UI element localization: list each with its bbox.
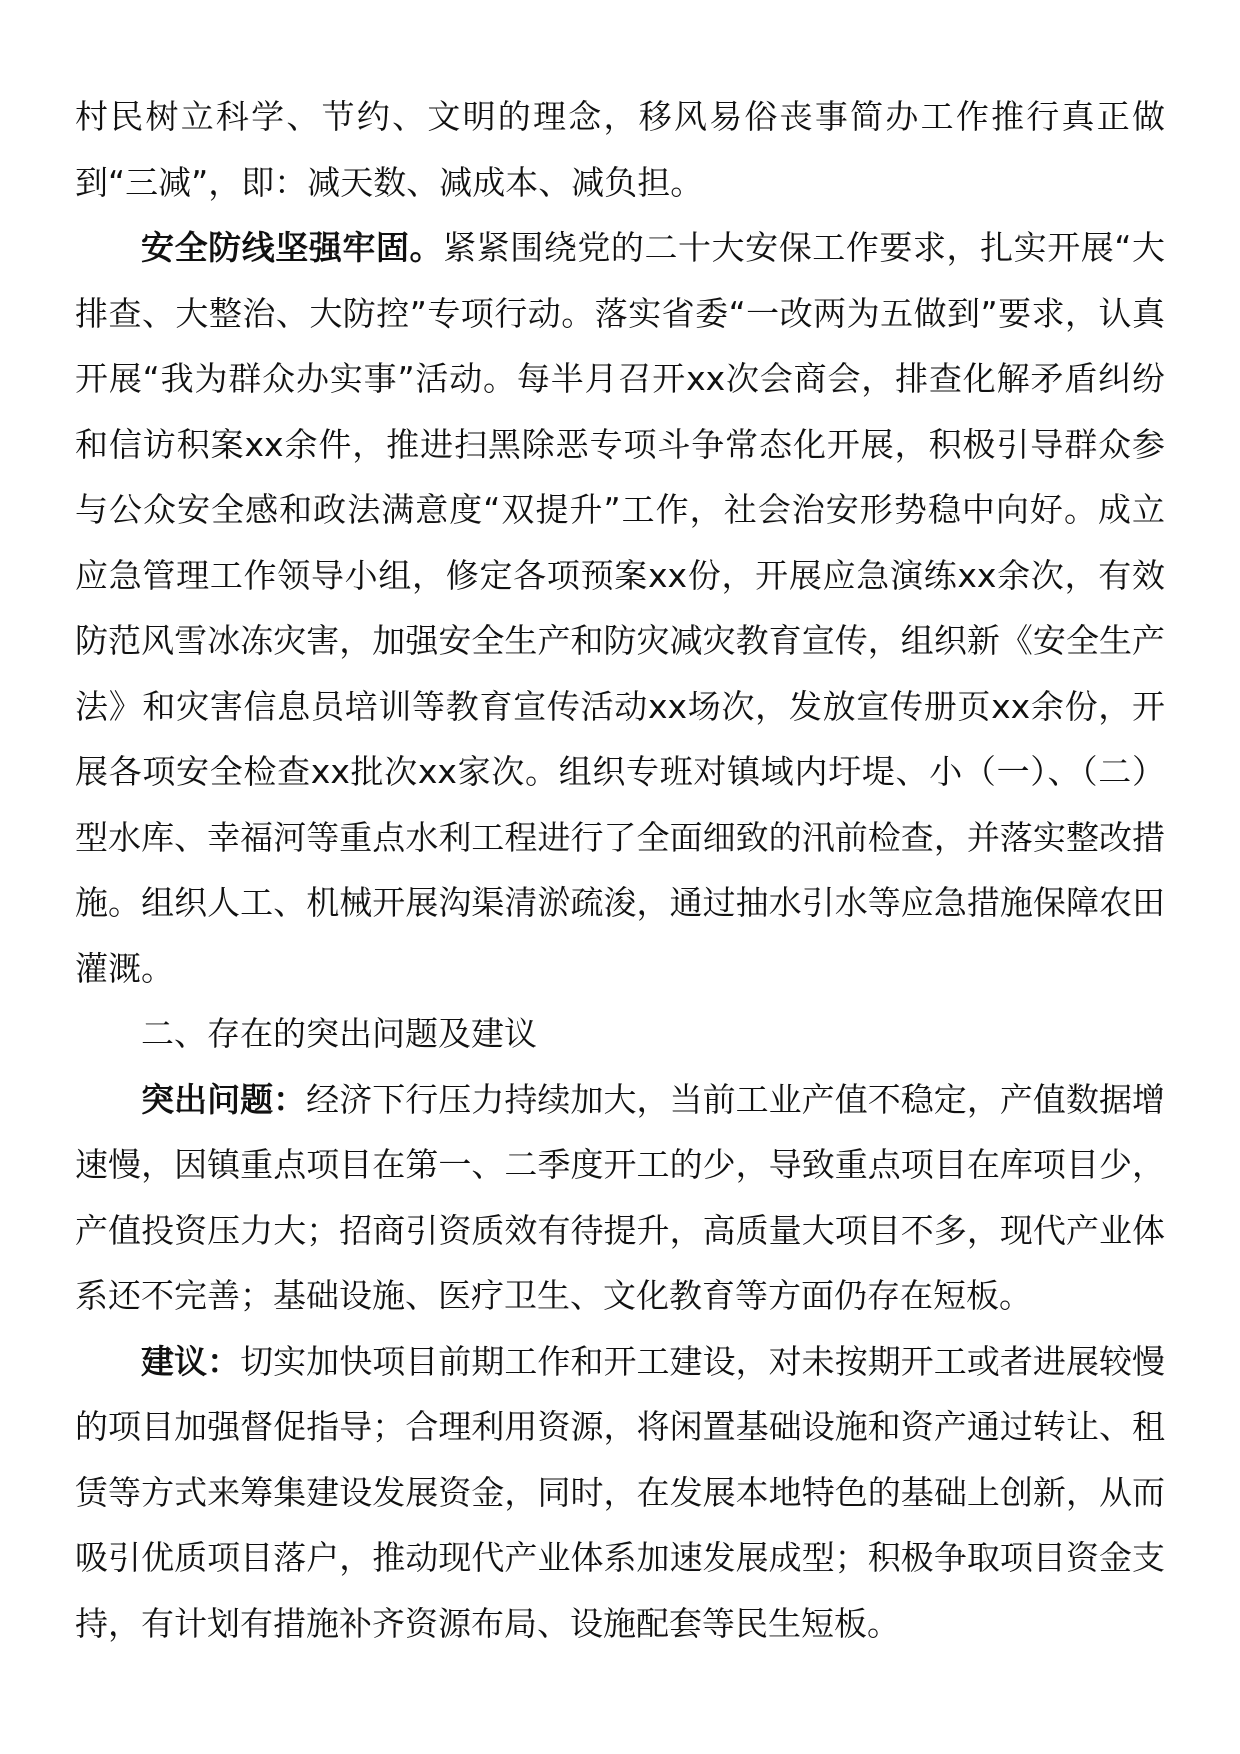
paragraph-text: 切实加快项目前期工作和开工建设，对未按期开工或者进展较慢的项目加强督促指导；合理利用资源，将闲置基础设施和资产通过转让、租赁等方式来筹集建设发展资金，同时，在发展本地特色的基础上创新，从而吸引优质项目落户，推动现代产业体系加速发展成型；积极争取项目资金支持，有计划有措施补齐资源布局、设施配套等民生短板。 xyxy=(75,1341,1166,1643)
paragraph-continuation xyxy=(75,84,1165,215)
paragraph-lead-heading: 建议： xyxy=(141,1341,241,1381)
paragraph-problems xyxy=(75,1067,1165,1329)
paragraph-lead-heading: 突出问题： xyxy=(141,1079,307,1119)
paragraph-text: 紧紧围绕党的二十大安保工作要求，扎实开展“大排查、大整治、大防控”专项行动。落实省委“一改两为五做到”要求，认真开展“我为群众办实事”活动。每半月召开xx次会商会，排查化解矛盾纠纷和信访积案xx余件，推进扫黑除恶专项斗争常态化开展，积极引导群众参与公众安全感和政法满意度“双提升”工作，社会治安形势稳中向好。成立应急管理工作领导小组，修定各项预案xx份，开展应急演练xx余次，有效防范风雪冰冻灾害，加强安全生产和防灾减灾教育宣传，组织新《安全生产法》和灾害信息员培训等教育宣传活动xx场次，发放宣传册页xx余份，开展各项安全检查xx批次xx家次。组织专班对镇域内圩堤、小（一）、（二）型水库、幸福河等重点水利工程进行了全面细致的汛前检查，并落实整改措施。组织人工、机械开展沟渠清淤疏浚，通过抽水引水等应急措施保障农田灌溉。 xyxy=(75,228,1165,988)
paragraph-security xyxy=(75,215,1165,1001)
paragraph-lead-heading: 安全防线坚强牢固。 xyxy=(141,228,444,267)
paragraph-text: 经济下行压力持续加大，当前工业产值不稳定，产值数据增速慢，因镇重点项目在第一、二季度开工的少，导致重点项目在库项目少，产值投资压力大；招商引资质效有待提升，高质量大项目不多，现代产业体系还不完善；基础设施、医疗卫生、文化教育等方面仍存在短板。 xyxy=(75,1079,1166,1315)
section-heading-text: 二、存在的突出问题及建议 xyxy=(141,1014,537,1053)
paragraph-suggestions xyxy=(75,1329,1165,1657)
document-page xyxy=(75,84,1165,1656)
section-heading xyxy=(75,1001,1165,1067)
paragraph-text: 村民树立科学、节约、文明的理念，移风易俗丧事简办工作推行真正做到“三减”，即：减天数、减成本、减负担。 xyxy=(75,97,1165,202)
